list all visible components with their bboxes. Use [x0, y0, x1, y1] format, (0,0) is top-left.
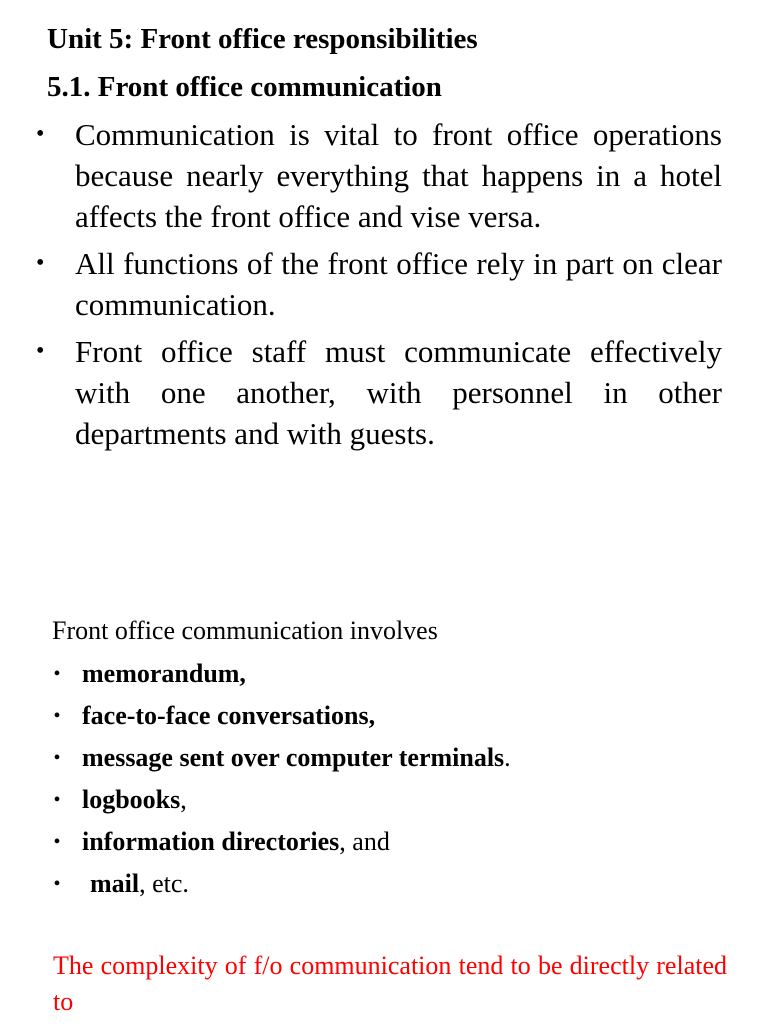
red-note: The complexity of f/o communication tend to be directly related to [53, 951, 727, 1016]
list-item-suffix: , etc. [139, 869, 189, 898]
list-item [50, 697, 511, 739]
bullet-icon: • [53, 831, 61, 853]
communication-types-list [50, 655, 511, 907]
list-item-bold: mail [90, 869, 140, 898]
list-item [50, 655, 511, 697]
list-item [36, 114, 722, 237]
list-item [50, 739, 511, 781]
list-item [50, 865, 511, 907]
list-item-suffix: , [180, 785, 187, 814]
list-item [36, 243, 722, 325]
list-item [50, 823, 511, 865]
bullet-icon: • [53, 747, 61, 769]
involves-intro: Front office communication involves [52, 616, 438, 645]
list-item-bold: memorandum, [82, 659, 246, 688]
bullet-icon: • [36, 121, 45, 147]
list-item [50, 781, 511, 823]
list-item-bold: face-to-face conversations, [82, 701, 376, 730]
unit-title: Unit 5: Front office responsibilities [47, 23, 478, 55]
bullet-icon: • [53, 789, 61, 811]
bullet-icon: • [53, 705, 61, 727]
main-points-list [36, 114, 722, 460]
list-item [36, 331, 722, 454]
bullet-icon: • [53, 663, 61, 685]
section-title: 5.1. Front office communication [47, 71, 442, 103]
list-item-bold: logbooks [82, 785, 181, 814]
list-item-text: Front office staff must communicate effectively with one another, with personnel in other departments and with guests. [75, 334, 722, 451]
list-item-text: All functions of the front office rely in part on clear communication. [75, 246, 722, 322]
list-item-bold: information directories [82, 827, 340, 856]
bullet-icon: • [36, 338, 45, 364]
list-item-suffix: . [504, 743, 511, 772]
bullet-icon: • [36, 250, 45, 276]
list-item-suffix: , and [339, 827, 390, 856]
bullet-icon: • [53, 873, 61, 895]
list-item-bold: message sent over computer terminals [82, 743, 505, 772]
list-item-text: Communication is vital to front office operations because nearly everything that happens in a hotel affects the front office and vise versa. [75, 117, 722, 234]
